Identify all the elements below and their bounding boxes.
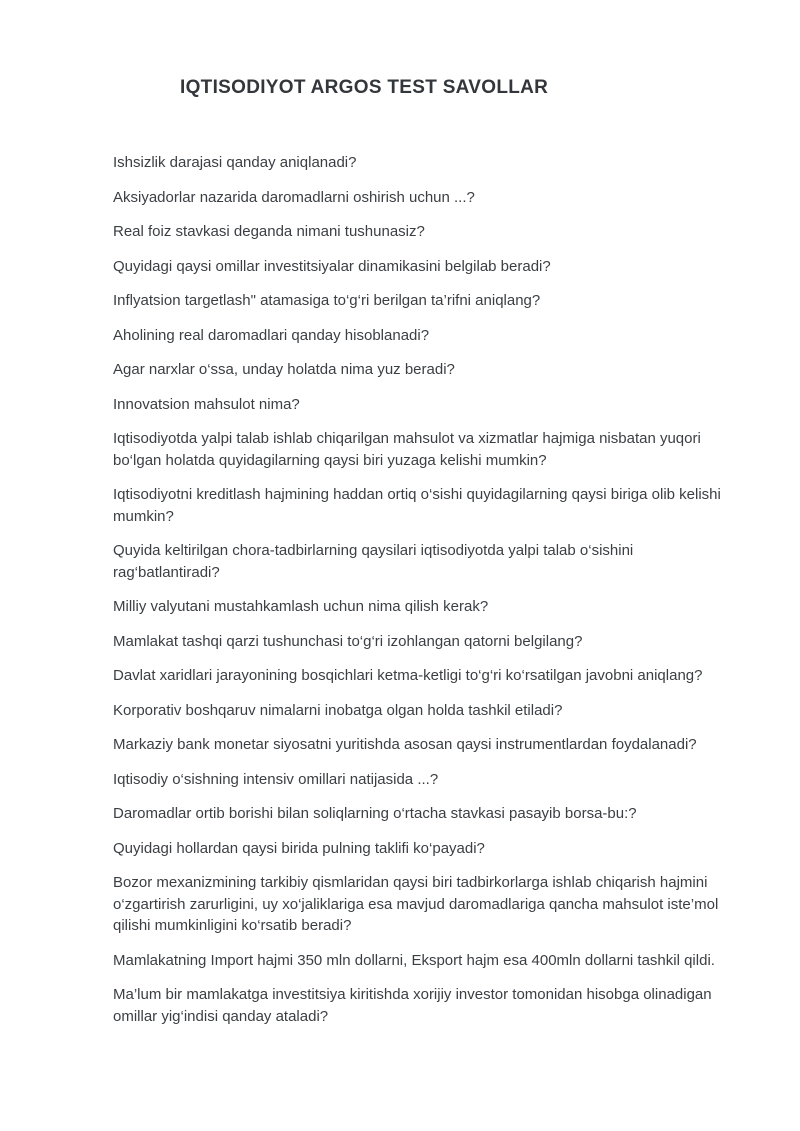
question-item: Milliy valyutani mustahkamlash uchun nima qilish kerak? bbox=[113, 598, 489, 615]
question-item: Markaziy bank monetar siyosatni yuritishda asosan qaysi instrumentlardan foydalanadi? bbox=[113, 736, 697, 753]
question-item: Aksiyadorlar nazarida daromadlarni oshirish uchun ...? bbox=[113, 188, 475, 206]
question-item: Bozor mexanizmining tarkibiy qismlaridan qaysi biri tadbirkorlarga ishlab chiqarish hajmini o‘zgartirish zarurligini, uy xo‘jaliklariga esa mavjud daromadlariga qancha mahsulot iste’mol qilishi mumkinligini ko‘rsatib beradi? bbox=[113, 874, 719, 934]
page-title: IQTISODIYOT ARGOS TEST SAVOLLAR bbox=[180, 77, 549, 98]
question-item: Iqtisodiyotni kreditlash hajmining haddan ortiq o‘sishi quyidagilarning qaysi biriga olib kelishi mumkin? bbox=[113, 486, 721, 525]
question-item: Iqtisodiy o‘sishning intensiv omillari natijasida ...? bbox=[113, 770, 439, 788]
question-item: Quyidagi qaysi omillar investitsiyalar dinamikasini belgilab beradi? bbox=[113, 257, 551, 275]
question-item: Mamlakatning Import hajmi 350 mln dollarni, Eksport hajm esa 400mln dollarni tashkil qildi. bbox=[113, 951, 715, 969]
question-item: Ishsizlik darajasi qanday aniqlanadi? bbox=[113, 154, 357, 171]
question-item: Davlat xaridlari jarayonining bosqichlari ketma-ketligi to‘g‘ri ko‘rsatilgan javobni aniqlang? bbox=[113, 667, 703, 684]
question-item: Innovatsion mahsulot nima? bbox=[113, 395, 300, 413]
question-item: Real foiz stavkasi deganda nimani tushunasiz? bbox=[113, 223, 425, 240]
question-item: Korporativ boshqaruv nimalarni inobatga olgan holda tashkil etiladi? bbox=[113, 701, 563, 719]
question-item: Inflyatsion targetlash" atamasiga to‘g‘ri berilgan ta’rifni aniqlang? bbox=[113, 292, 541, 309]
question-item: Ma’lum bir mamlakatga investitsiya kiritishda xorijiy investor tomonidan hisobga olinadigan omillar yig‘indisi qanday ataladi? bbox=[113, 986, 712, 1025]
question-item: Quyida keltirilgan chora-tadbirlarning qaysilari iqtisodiyotda yalpi talab o‘sishini rag‘batlantiradi? bbox=[113, 542, 634, 581]
question-item: Daromadlar ortib borishi bilan soliqlarning o‘rtacha stavkasi pasayib borsa-bu:? bbox=[113, 805, 637, 822]
question-item: Aholining real daromadlari qanday hisoblanadi? bbox=[113, 326, 430, 344]
question-item: Mamlakat tashqi qarzi tushunchasi to‘g‘ri izohlangan qatorni belgilang? bbox=[113, 632, 583, 650]
question-item: Agar narxlar o‘ssa, unday holatda nima yuz beradi? bbox=[113, 361, 455, 378]
question-list bbox=[113, 152, 741, 1027]
question-item: Iqtisodiyotda yalpi talab ishlab chiqarilgan mahsulot va xizmatlar hajmiga nisbatan yuqori bo‘lgan holatda quyidagilarning qaysi biri yuzaga kelishi mumkin? bbox=[113, 430, 701, 469]
question-item: Quyidagi hollardan qaysi birida pulning taklifi ko‘payadi? bbox=[113, 839, 485, 857]
